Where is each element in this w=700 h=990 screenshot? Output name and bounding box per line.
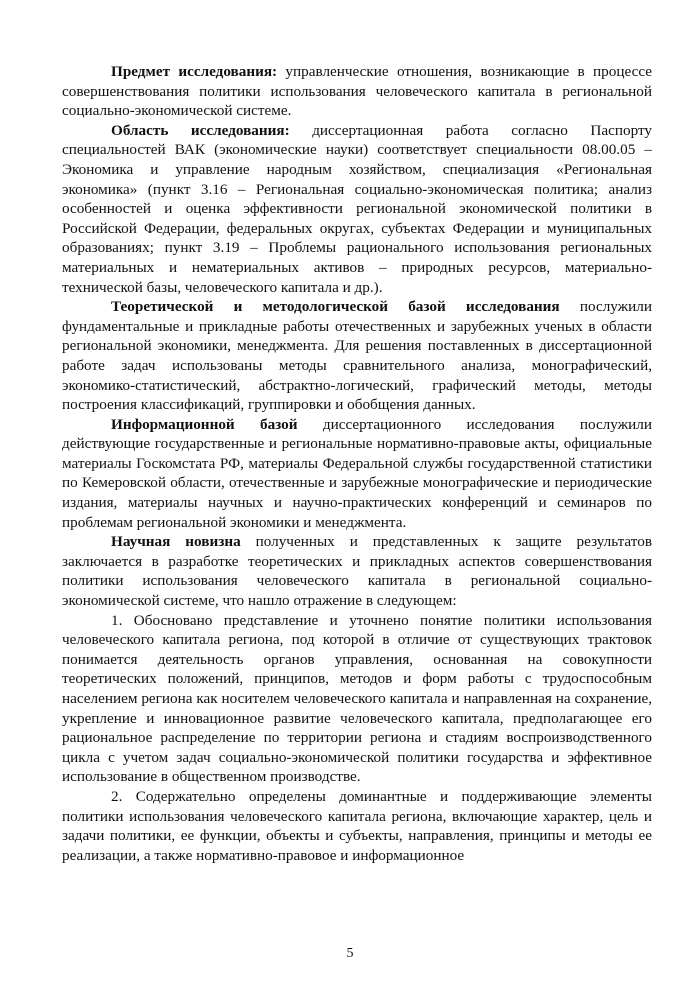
paragraph-text: 2. Содержательно определены доминантные и поддерживающие элементы политики использования человеческого капитала региона, включающие характер, цель и задачи политики, ее функции, объекты и субъекты, направления, принципы и методы ее реализации, а также нормативно-правовое и информационное — [62, 787, 652, 864]
paragraph-text: полученных и представленных к защите результатов заключается в разработке теоретических и прикладных аспектов совершенствования политики использования человеческого капитала в региональной социально-экономической системе, что нашло отражение в следующем: — [62, 533, 652, 610]
paragraph-text: управленческие отношения, возникающие в процессе совершенствования политики использования человеческого капитала в региональной социально-экономической системе. — [62, 63, 652, 120]
page-number: 5 — [346, 946, 354, 961]
paragraph-lead: Область исследования: — [111, 121, 290, 139]
paragraph-novelty-item-2 — [62, 787, 652, 865]
paragraph-novelty — [62, 532, 652, 610]
paragraph-lead: Теоретической и методологической базой исследования — [111, 298, 560, 316]
paragraph-subject — [62, 62, 652, 121]
paragraph-text: послужили фундаментальные и прикладные работы отечественных и зарубежных ученых в области региональной экономики, менеджмента. Для решения поставленных в диссертационной работе задач использованы методы сравнительного анализа, монографический, экономико-статистический, абстрактно-логический, графический методы, методы построения классификаций, группировки и обобщения данных. — [62, 298, 652, 414]
paragraph-lead: Предмет исследования: — [111, 63, 278, 80]
document-body — [62, 62, 652, 865]
paragraph-text: диссертационная работа согласно Паспорту специальностей ВАК (экономические науки) соответствует специальности 08.00.05 – Экономика и управление народным хозяйством, специализация «Региональная экономика» (пункт 3.16 – Региональная социально-экономическая политика; анализ особенностей и оценка эффективности региональной экономической политики в Российской Федерации, федеральных округах, субъектах Федерации и муниципальных образованиях; пункт 3.19 – Проблемы рационального использования региональных материальных и нематериальных активов – природных ресурсов, материально-технической базы, человеческого капитала и др.). — [62, 121, 652, 296]
paragraph-scope — [62, 121, 652, 297]
paragraph-novelty-item-1 — [62, 611, 652, 787]
paragraph-text: диссертационного исследования послужили действующие государственные и региональные нормативно-правовые акты, официальные материалы Госкомстата РФ, материалы Федеральной службы государственной статистики по Кемеровской области, отечественные и зарубежные монографические и периодические издания, материалы научных и научно-практических конференций и семинаров по проблемам региональной экономики и менеджмента. — [62, 415, 652, 531]
paragraph-lead: Информационной базой — [111, 415, 298, 433]
paragraph-information-base — [62, 415, 652, 533]
paragraph-lead: Научная новизна — [111, 533, 241, 551]
paragraph-text: 1. Обосновано представление и уточнено понятие политики использования человеческого капитала региона, под которой в отличие от существующих трактовок понимается деятельность органов управления, основанная на совокупности теоретических положений, принципов, методов и форм работы с трудоспособным населением региона как носителем человеческого капитала и направленная на сохранение, укрепление и инновационное развитие человеческого капитала, предполагающее его рациональное распределение по территории региона и стадиям воспроизводственного цикла с учетом задач социально-экономической политики государства и эффективное использование в общественном производстве. — [62, 611, 652, 786]
paragraph-methodology — [62, 297, 652, 415]
